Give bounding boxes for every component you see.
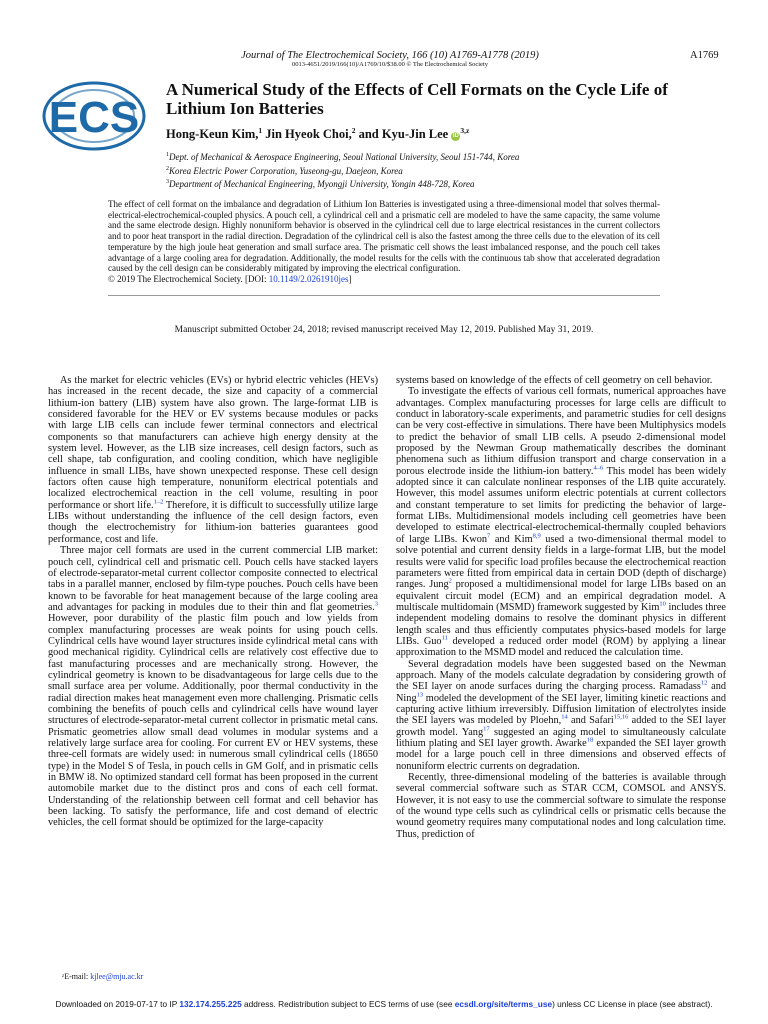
terms-link[interactable]: ecsdl.org/site/terms_use — [454, 999, 553, 1009]
citation-link[interactable]: 13 — [416, 691, 424, 699]
author-list — [166, 126, 469, 142]
affiliations — [166, 150, 519, 191]
text: This model has been widely adopted since it can calculate nonlinear responses of the LIB quite accurately. However, this model assumes uniform electric potentials at current collectors and constant temperature to set limits for predicting the behavior of large-format LIBs. Multidimensional models including cell geometries have been developed to estimate electrical-electrochemical-thermally coupled behaviors of large LIBs. Kwon — [396, 465, 726, 545]
text: modeled the development of the SEI layer, limiting kinetic reactions and capturing active lithium irreversibly. Diffusion limitation of electrolytes inside the SEI layers was modeled by Ploehn, — [396, 692, 726, 727]
manuscript-dates: Manuscript submitted October 24, 2018; revised manuscript received May 12, 2019. Published May 31, 2019. — [174, 325, 594, 335]
abstract — [108, 199, 660, 296]
text: Therefore, it is difficult to successfully utilize large LIBs without understanding the influence of the cell design factors, even though the electrochemistry for lithium-ion batteries guarantees good performance, cost and life. — [48, 499, 378, 545]
affiliation-1 — [166, 150, 519, 164]
text: developed a reduced order model (ROM) by applying a linear approximation to the MSMD model and reduced the calculation time. — [396, 635, 726, 659]
abstract-copyright: © 2019 The Electrochemical Society. [DOI: — [108, 273, 269, 284]
affil-sup-2: 2 — [166, 165, 169, 172]
paragraph: systems based on knowledge of the effects of cell geometry on cell behavior. — [396, 375, 713, 386]
affil-text-2: Korea Electric Power Corporation, Yuseong-gu, Daejeon, Korea — [169, 165, 403, 176]
email-label: ᶻE-mail: — [62, 972, 91, 981]
author-2: Jin Hyeok Choi, — [265, 127, 352, 142]
author-2-affil: 2 — [351, 126, 356, 135]
author-3-affil: 3,z — [460, 126, 470, 135]
affil-text-3: Department of Mechanical Engineering, Myongji University, Yongin 448-728, Korea — [169, 179, 475, 189]
text: suggested an aging model to simultaneously calculate lithium plating and SEI layer growth. Awarke — [396, 726, 726, 749]
article-title: A Numerical Study of the Effects of Cell Formats on the Cycle Life of Lithium Ion Batteries — [166, 80, 668, 118]
citation-link[interactable]: 2 — [448, 577, 452, 585]
text: proposed a multidimensional model for large LIBs based on an equivalent circuit model (ECM) and an empirical degradation model. A multiscale multidomain (MSMD) framework suggested by Kim — [396, 579, 726, 613]
paragraph — [396, 386, 726, 658]
citation-link[interactable]: 10 — [659, 600, 666, 608]
affil-sup-1: 1 — [166, 152, 169, 158]
text: and Kim — [490, 533, 533, 545]
paragraph — [48, 545, 378, 829]
orcid-icon[interactable]: iD — [452, 133, 459, 140]
text: expanded the SEI layer growth model for a large pouch cell in three dimensions and observed effects of nonuniform electric currents on degradation. — [396, 738, 726, 772]
affiliation-3 — [166, 177, 519, 191]
ecs-logo — [40, 80, 148, 152]
citation-link[interactable]: 18 — [586, 736, 594, 744]
ip-address: 132.174.255.225 — [179, 999, 242, 1009]
citation-link[interactable]: 3 — [374, 600, 378, 608]
footer-text: address. Redistribution subject to ECS terms of use (see — [241, 999, 455, 1009]
author-1-affil: 1 — [258, 126, 263, 135]
text: As the market for electric vehicles (EVs) or hybrid electric vehicles (HEVs) has increased in the recent decade, the size and capacity of a commercial lithium-ion battery (LIB) system have also grown. The large-format LIB is considered favorable for the HEV or EV systems because modules or packs with large LIB cells can include fewer terminal connectors and electrical components so that manufacturers can achieve high energy density at the system level. However, as the LIB size increases, cell design factors, such as cell shape, tab configuration, and cooling condition, which have negligible influence in small LIBs, have shown unexpected response. These cell design factors often cause high temperature, nonuniform electrical potentials and localized electrochemical reaction in the cell volume, resulting in poor performance or short life. — [48, 375, 378, 511]
text: added to the SEI layer growth model. Yang — [396, 715, 726, 738]
left-column — [48, 375, 378, 829]
abstract-close: ] — [348, 273, 352, 284]
text: used a two-dimensional thermal model to solve potential and current density fields in a large-format LIB, but the model results were valid for specific load profiles because the electrochemical reaction parameters were fitted from empirical data in certain DOD (depth of discharge) ranges. Jung — [396, 533, 727, 591]
footer-text: ) unless CC License in place (see abstract). — [552, 999, 713, 1009]
paragraph: Recently, three-dimensional modeling of the batteries is available through several commercial software such as STAR CCM, COMSOL and ANSYS. However, it is not easy to use the commercial software to simulate the response of the wound type cells such as cylindrical cells or prismatic cells because the wound geometry requires many computational nodes and long calculation time. Thus, prediction of — [396, 772, 726, 840]
citation-link[interactable]: 11 — [441, 634, 448, 642]
paragraph — [396, 659, 726, 772]
citation-link[interactable]: 8,9 — [532, 532, 541, 540]
text: However, poor durability of the plastic film pouch and low yields from complex manufacturing processes are weak points for using pouch cells. Cylindrical cells have wound layer structures inside cylindrical metal cans with good mechanical rigidity. Cylindrical cells are relatively cost effective due to fast manufacturing processes and are mechanically strong. However, the cylindrical geometry is known to be disadvantageous for large cells due to the small surface area per volume. Additionally, poor thermal conductivity in the radial direction makes heat management even more challenging. Prismatic cells combining the benefits of pouch cells and cylindrical cells have wound layer structures of electrode-separator-metal current collector in prismatic metal cans. Prismatic geometries allow small dead volumes in modular systems and a relatively large surface area for cooling. For current EV or HEV systems, these three-cell formats are widely used: in numerous small cylindrical cells (18650 type) in the Model S of Tesla, in pouch cells in GM Golf, and in prismatic cells in BMW i8. No optimized standard cell format has been proposed in the current automobile market due to the distinct pros and cons of each cell format. Understanding of the relationship between cell format and cell behavior has been lacking. To satisfy the performance, life and cost demand of electric vehicles, the cell format should be optimized for the large-capacity — [48, 613, 378, 829]
author-3: and Kyu-Jin Lee — [358, 127, 449, 142]
text: and Safari — [567, 715, 614, 727]
paragraph — [48, 375, 378, 545]
affiliation-2 — [166, 164, 519, 178]
page-number: A1769 — [690, 50, 719, 61]
download-footer — [0, 999, 768, 1009]
text: Three major cell formats are used in the current commercial LIB market: pouch cell, cylindrical cell and prismatic cell. Pouch cells have stacked layers of electrode-separator-metal current collector composite connected to electrical tabs in a parallel manner, enclosed by film-type pouches. Pouch cells have been known to be favorable for heat management because of the large cooling area and advantages for packing in modules due to their thin and flat geometries. — [48, 545, 378, 613]
journal-header — [120, 50, 660, 69]
citation-link[interactable]: 14 — [561, 713, 568, 721]
corresponding-email-footnote — [62, 972, 143, 981]
right-column — [396, 375, 726, 840]
text: includes three independent modeling domains to resolve the dominant physics in different length scales and thus efficiently computates physics-based models for large LIBs. Guo — [396, 601, 727, 647]
citation-link[interactable]: 17 — [483, 725, 490, 733]
affil-sup-3: 3 — [166, 179, 169, 185]
text: and Ning — [396, 681, 726, 704]
author-1: Hong-Keun Kim, — [166, 127, 259, 142]
issn-copyright: 0013-4651/2019/166(10)/A1769/10/$38.00 © The Electrochemical Society — [292, 61, 488, 68]
citation-link[interactable]: 7 — [487, 532, 491, 540]
text: To investigate the effects of various cell formats, numerical approaches have advantages. Complex manufacturing processes for large cells are difficult to conduct in laboratory-scale experiments, and parametric studies for cell designs can be very cost-effective in simulations. There have been Multiphysics models to predict the behavior of small LIB cells. A pseudo 2-dimensional model proposed by the Newman Group mathematically describes the dominant phenomena such as lithium diffusion transport and charge conservation in a porous electrode inside the lithium-ion battery. — [396, 386, 726, 477]
text: Several degradation models have been suggested based on the Newman approach. Many of the models calculate degradation by considering growth of the SEI layer on anode surfaces during the charging process. Ramadass — [396, 658, 726, 693]
logo-text: ECS — [48, 93, 140, 142]
abstract-body: The effect of cell format on the imbalance and degradation of Lithium Ion Batteries is investigated using a three-dimensional model that solves thermal-electrical-electrochemical-coupled physics. A pouch cell, a cylindrical cell and a prismatic cell are modeled to have the same capacity, the same volume and the same electrode design. Highly nonuniform behavior is observed in the cylindrical cell due to large electrical resistances in the current collectors and to poor heat transport in the radial direction. Degradation of the cylindrical cell is also the fastest among the three cells due to the elevation of its cell temperature by the high joule heat generation and small surface area. The prismatic cell shows the least imbalanced response, and the pouch cell takes advantage of a large cooling area for degradation. Additionally, the model results for the cells with the continuous tab show that accelerated degradation caused by the cell design can be considerably mitigated by improving the electrical configuration. — [108, 199, 660, 274]
doi-link[interactable]: 10.1149/2.0261910jes — [268, 273, 349, 284]
citation-link[interactable]: 1–2 — [153, 498, 164, 506]
email-link[interactable]: kjlee@mju.ac.kr — [90, 972, 144, 981]
journal-citation: Journal of The Electrochemical Society, 166 (10) A1769-A1778 (2019) — [241, 50, 539, 61]
citation-link[interactable]: 12 — [700, 679, 708, 687]
citation-link[interactable]: 15,16 — [613, 713, 629, 721]
affil-text-1: Dept. of Mechanical & Aerospace Engineering, Seoul National University, Seoul 151-744, Korea — [169, 152, 520, 162]
citation-link[interactable]: 4–6 — [593, 464, 604, 472]
footer-text: Downloaded on 2019-07-17 to IP — [55, 999, 180, 1009]
